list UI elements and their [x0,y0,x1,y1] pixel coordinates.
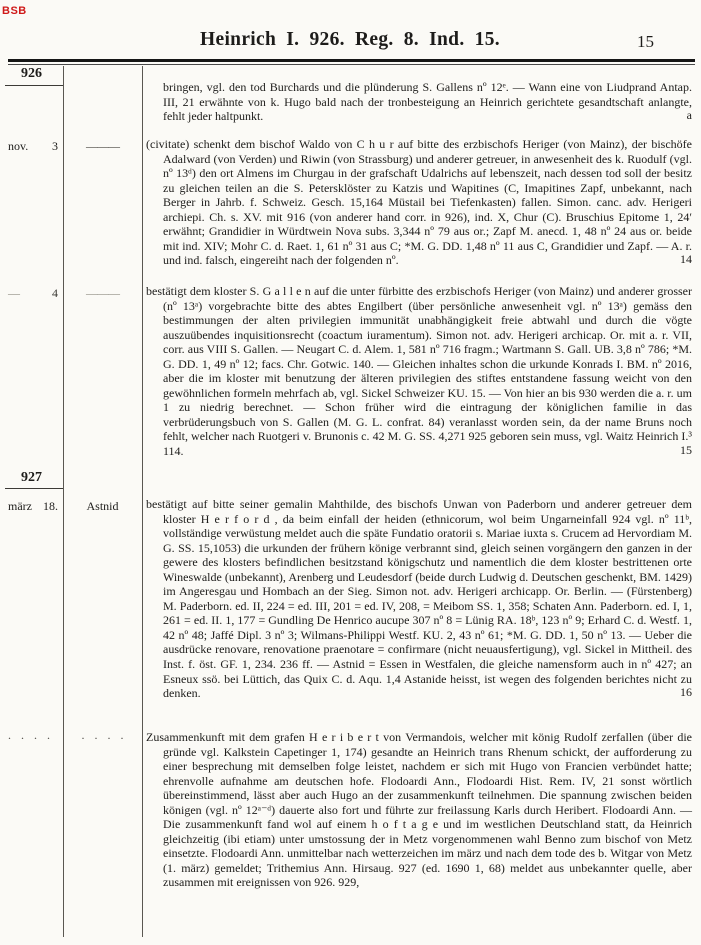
page-title: Heinrich I. 926. Reg. 8. Ind. 15. [200,29,500,50]
margin-divider-rule-right [142,66,143,937]
regest-text: Zusammenkunft mit dem grafen H e r i b e r t von Vermandois, welcher mit könig Rudolf zerfallen (über die gründe vgl. Kalkstein Capetinger 1, 174) gesandte an Heinrich trans Rhenum schickt, der aufforderung zu einer besprechung mit demselben folge leistet, nachdem er sich mit Hugo von Francien verbündet hatte; ehrenvolle aufnahme am deutschen hofe. Flodoardi Ann., Flodoardi Hist. Rem. IV, 21 sonst wörtlich übereinstimmend, lässt aber auch Hugo an der zusammenkunft teilnehmen. Die spannung zwischen beiden königen (vgl. nº 12ᵃ⁻ᵈ) dauerte also fort und führte zur freilassung Karls durch Heribert. Flodoardi Ann. — Die zusammenkunft fand wol auf einem h o f t a g e und im westlichen Deutschland statt, da Heinrich gleichzeitig (ibi etiam) unter umstossung der in Metz vorgenommenen wahl Benno zum bischof von Metz einsetzte. Flodoardi Ann. unmittelbar nach wetterzeichen im märz und nach dem tode des b. Witgar von Metz (1. märz) gemeldet; Trithemius Ann. Hirsaug. 927 (ed. 1690 1, 68) meldet aus unbekannter quelle, aber zusammen mit ereignissen von 926. 929, [146,730,692,890]
margin-year-927: 927 [21,470,42,485]
regest-number: a [686,108,692,123]
margin-date-maerz-18 [8,499,58,514]
regest-number: 15 [680,443,692,458]
regest-text: (civitate) schenkt dem bischof Waldo von C h u r auf bitte des erzbischofs Heriger (von Mainz), der bischöfe Adalward (von Verden) und Riwin (von Strassburg) und anderer getreuer, in anwesenheit des k. Ruodulf (vgl. nº 13ᵈ) den ort Almens im Churgau in der grafschaft Udalrichs auf lebenszeit, nach dessen tod soll der besitz zu gleichen teilen an die S. Petersklöster zu Katzis und Wapitines (C, Imapitines Zapf, unbekannt, nach Berger in Jahrb. f. Schweiz. Gesch. 15,164 Müstail bei Tiefenkasten) fallen. Simon. canc. adv. Herigeri archiepi. Ch. s. XV. mit 916 (von anderer hand corr. in 926), ind. X, Chur (C). Bruschius Epitome 1, 24′ erwähnt; Grandidier in Würdtwein Nova subs. 3,344 nº 79 aus or.; Zapf M. anecd. 1, 48 nº 24 aus or. beide mit ind. XIV; Mohr C. d. Raet. 1, 61 nº 31 aus C; *M. G. DD. 1,48 nº 11 aus C, Grandidier und Zapf. — A. r. und ind. falsch, eingereiht nach der folgenden nº. [146,137,692,268]
margin-place-astnid: Astnid [86,499,119,513]
header-rule-thick [8,59,695,62]
page-number: 15 [637,32,654,51]
margin-place-ditto-2: ——— [86,286,119,300]
header-rule-thin [8,64,695,65]
margin-place-unknown-dots: . . . . [81,728,124,742]
regest-text: bringen, vgl. den tod Burchards und die plünderung S. Gallens nº 12ᵉ. — Wann eine von Liudprand Antap. III, 21 erwähnte von k. Hugo bald nach der tronbesteigung an Heinrich gerichtete gesandtschaft anlangte, fehlt jeder haltpunkt. [163,80,692,124]
margin-date-ditto: — [8,286,19,300]
margin-year-926-rule [5,85,63,86]
margin-date-month: märz [8,499,32,513]
margin-date-month: nov. [8,139,29,153]
margin-date-4 [8,286,58,301]
margin-date-unknown-dots: . . . . [8,728,50,742]
regest-entry [146,80,692,124]
margin-year-926: 926 [21,66,42,81]
margin-date-nov-3 [8,139,58,154]
regest-text: bestätigt auf bitte seiner gemalin Mahthilde, des bischofs Unwan von Paderborn und anderer getreuer dem kloster H e r f o r d , da beim einfall der heiden (ethnicorum, wol beim Ungarneinfall 924 vgl. nº 11ᵇ, vollständige verwüstung meldet auch die späte Fundatio oratorii s. Mariae iuxta s. Crucem ad Hervordiam M. G. SS. 15,1053) die urkunden der frühern könige verbrannt sind, gleich seinen vorgängern den ganzen in der gewere des klosters befindlichen besitzstand königschutz und namentlich die dem kloster bestrittenen orte Wineswalde (unbekannt), Arenberg und Leudesdorf (beide durch Ludwig d. Deutschen geschenkt, BM. 1429) im Angeresgau und Hombach an der Sieg. Simon not. adv. Herigeri archicapp. Or. Berlin. — (Fürstenberg) M. Paderborn. ed. II, 224 = ed. III, 201 = ed. IV, 208, = Meibom SS. 1, 358; Schaten Ann. Paderborn. ed. I, 1, 261 = ed. II. 1, 177 = Gundling De Henrico aucupe 307 nº 8 = Lünig RA. 18ᵇ, 123 nº 9; Erhard C. d. Westf. 1, 42 nº 48; Jaffé Dipl. 3 nº 3; Wilmans-Philippi Westf. KU. 2, 43 nº 61; *M. G. DD. 1, 50 nº 13. — Ueber die ausdrücke renovare, renovatione praenotare = confirmare (nicht neuausfertigung), vgl. Sickel in Mittheil. des Inst. f. öst. GF. 1, 234. 236 ff. — Astnid = Essen in Westfalen, die gleiche namensform auch in nº 427; an Esneux ssö. bei Lüttich, das Quix C. d. Aqu. 1,4 Astanide heisst, ist wegen des folgenden berichtes nicht zu denken. [146,497,692,701]
margin-year-927-rule [5,488,63,489]
library-watermark: BSB [2,5,27,17]
regest-entry [146,284,692,459]
regest-number: 16 [680,685,692,700]
regest-text: bestätigt dem kloster S. G a l l e n auf die unter fürbitte des erzbischofs Heriger (von Mainz) und anderer grosser (nº 13ᵃ) vorgebrachte bitte des abtes Engilbert (über persönliche anwesenheit vgl. nº 13ᵃ) gemäss den bestimmungen der alten privilegien immunität unabhängigkeit freie abtwahl und durch die vögte auszuübendes inquisitionsrecht (coactum iuramentum). Simon not. adv. Herigeri archicap. Or. mit a. r. VII, corr. aus VIII S. Gallen. — Neugart C. d. Alem. 1, 581 nº 716 fragm.; Wartmann S. Gall. UB. 3,8 nº 786; *M. G. DD. 1, 49 nº 12; facs. Chr. Gotwic. 140. — Gleichen inhaltes schon die urkunde Konrads I. BM. nº 2016, aber die im kloster mit benutzung der älteren privilegien des stiftes entstandene fassung weicht von den gewöhnlichen formeln mehrfach ab, vgl. Sickel Schweizer KU. 15. — Von hier an bis 930 werden die a. r. um 1 zu niedrig berechnet. — Schon früher wird die eintragung der königlichen familie in das verbrüderungsbuch von S. Gallen (M. G. L. confrat. 84) veranlasst worden sein, da der name Bruns noch fehlt, welcher nach Ruotgeri v. Brunonis c. 42 M. G. SS. 4,271 925 geboren sein muss, vgl. Waitz Heinrich I.³ 114. [146,284,692,459]
regest-entry [146,497,692,701]
margin-date-day: 18. [43,499,58,513]
margin-date-day: 3 [52,139,58,153]
margin-date-day: 4 [52,286,58,300]
regest-entry [146,730,692,890]
margin-place-ditto-1: ——— [86,139,119,153]
regest-number: 14 [680,252,692,267]
regest-entry [146,137,692,268]
